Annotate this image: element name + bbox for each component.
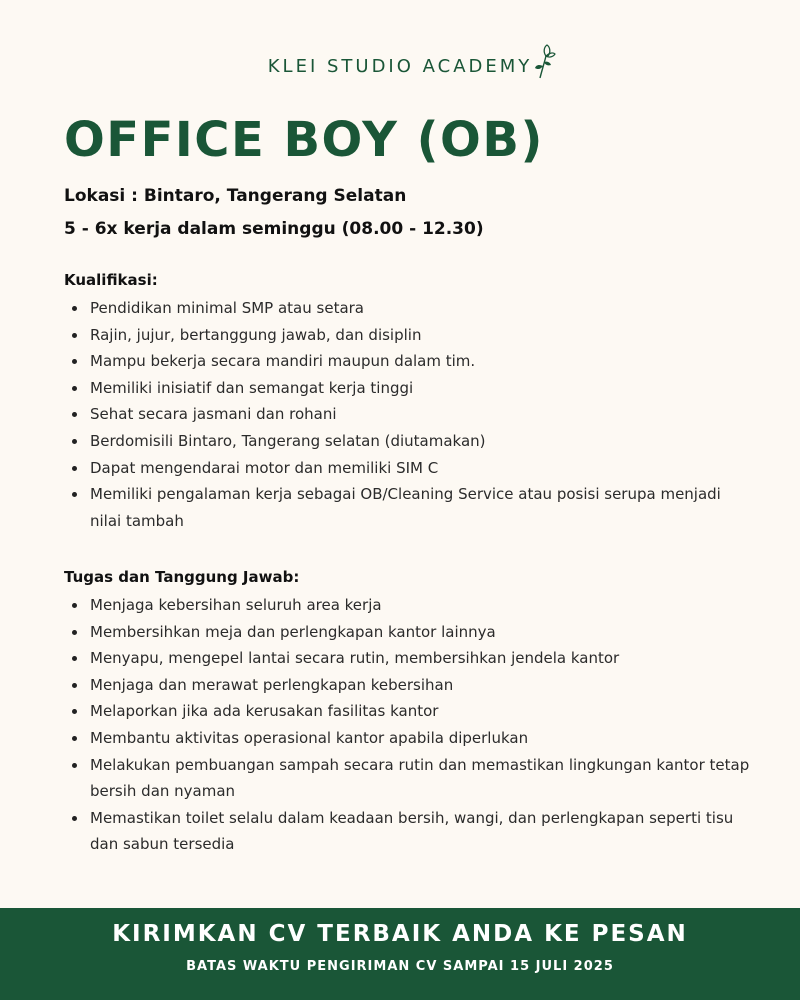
list-item: Rajin, jujur, bertanggung jawab, dan disiplin xyxy=(70,322,750,349)
footer-deadline: BATAS WAKTU PENGIRIMAN CV SAMPAI 15 JULI 2025 xyxy=(186,959,614,974)
list-item: Sehat secara jasmani dan rohani xyxy=(70,401,750,428)
job-schedule: 5 - 6x kerja dalam seminggu (08.00 - 12.30) xyxy=(64,219,484,239)
list-item: Membersihkan meja dan perlengkapan kantor lainnya xyxy=(70,619,750,646)
list-item: Menjaga dan merawat perlengkapan kebersihan xyxy=(70,672,750,699)
footer-cta: KIRIMKAN CV TERBAIK ANDA KE PESAN xyxy=(112,921,688,947)
list-item: Berdomisili Bintaro, Tangerang selatan (diutamakan) xyxy=(70,428,750,455)
list-item: Menjaga kebersihan seluruh area kerja xyxy=(70,592,750,619)
list-item: Membantu aktivitas operasional kantor apabila diperlukan xyxy=(70,725,750,752)
footer-banner xyxy=(0,908,800,1000)
job-title: OFFICE BOY (OB) xyxy=(64,112,544,168)
list-item: Dapat mengendarai motor dan memiliki SIM C xyxy=(70,455,750,482)
qualifications-list xyxy=(70,295,750,534)
list-item: Memiliki inisiatif dan semangat kerja tinggi xyxy=(70,375,750,402)
flower-icon xyxy=(532,44,558,80)
brand-name: KLEI STUDIO ACADEMY xyxy=(267,56,533,77)
brand-header xyxy=(0,56,800,77)
list-item: Melakukan pembuangan sampah secara rutin dan memastikan lingkungan kantor tetap bersih dan nyaman xyxy=(70,752,750,805)
list-item: Memastikan toilet selalu dalam keadaan bersih, wangi, dan perlengkapan seperti tisu dan sabun tersedia xyxy=(70,805,750,858)
duties-list xyxy=(70,592,750,858)
list-item: Mampu bekerja secara mandiri maupun dalam tim. xyxy=(70,348,750,375)
list-item: Pendidikan minimal SMP atau setara xyxy=(70,295,750,322)
job-location: Lokasi : Bintaro, Tangerang Selatan xyxy=(64,186,407,206)
qualifications-heading: Kualifikasi: xyxy=(64,271,158,289)
list-item: Memiliki pengalaman kerja sebagai OB/Cleaning Service atau posisi serupa menjadi nilai tambah xyxy=(70,481,750,534)
duties-heading: Tugas dan Tanggung Jawab: xyxy=(64,568,300,586)
list-item: Menyapu, mengepel lantai secara rutin, membersihkan jendela kantor xyxy=(70,645,750,672)
list-item: Melaporkan jika ada kerusakan fasilitas kantor xyxy=(70,698,750,725)
